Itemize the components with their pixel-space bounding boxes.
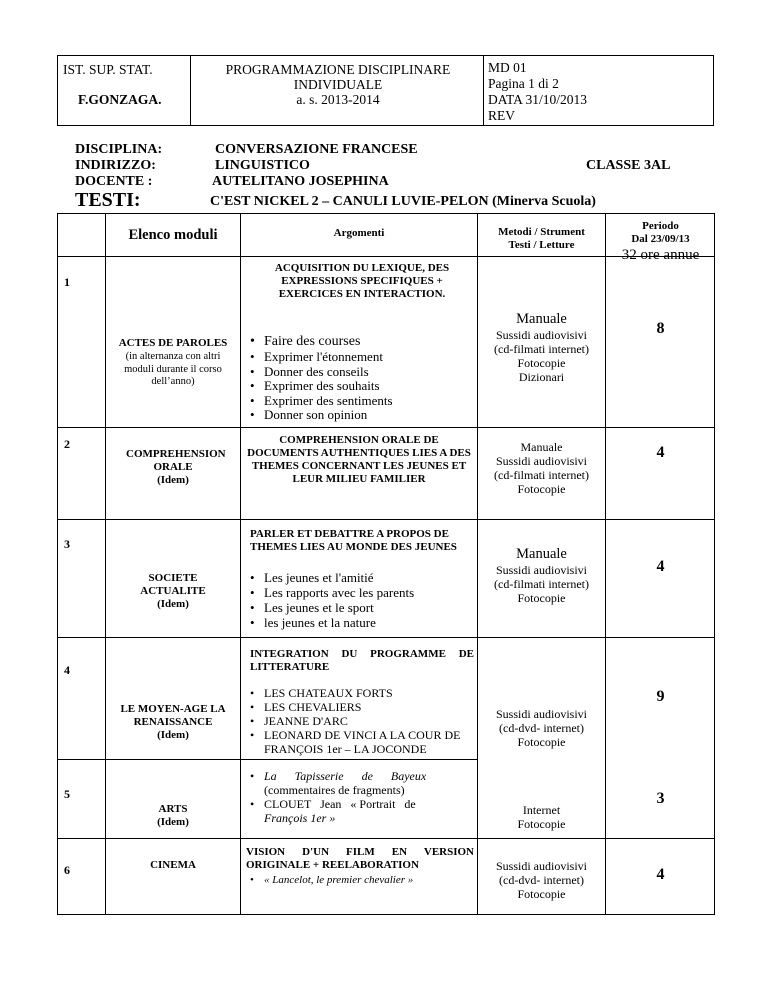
row-6-bullet: • « Lancelot, le premier chevalier » xyxy=(250,874,414,886)
row-1-number: 1 xyxy=(64,275,70,289)
method-item: Fotocopie xyxy=(517,817,566,831)
row-3-methods-main: Manuale xyxy=(516,546,567,562)
row-4-arg-title: INTEGRATION DU PROGRAMME DE LITTERATURE xyxy=(250,648,474,673)
col-header-periodo-line2: Dal 23/09/13 xyxy=(631,233,690,245)
testi-value: C'EST NICKEL 2 – CANULI LUVIE-PELON (Minerva Scuola) xyxy=(210,194,596,209)
row-4-hours: 9 xyxy=(656,688,665,705)
row-3-module-name: SOCIETE ACTUALITE xyxy=(140,572,206,597)
school-name-line1: IST. SUP. STAT. xyxy=(63,62,153,77)
row-1-module-note: (in alternanza con altri moduli durante il corso dell’anno) xyxy=(124,351,222,387)
row-4-module xyxy=(106,703,240,742)
school-year: a. s. 2013-2014 xyxy=(296,92,380,107)
row-6-number: 6 xyxy=(64,863,70,877)
row-2-arg-title: COMPREHENSION ORALE DE DOCUMENTS AUTHENTIQUES LIES A DES THEMES CONCERNANT LES JEUNES ET LEUR MILIEU FAMILIER xyxy=(247,434,471,485)
col-header-metodi-line1: Metodi / Strument xyxy=(498,226,585,238)
list-item: • Exprimer l'étonnement xyxy=(246,350,476,365)
method-item: Sussidi audiovisivi xyxy=(495,707,587,721)
row-4-module-name: LE MOYEN-AGE LA RENAISSANCE xyxy=(120,703,226,728)
row-2-methods xyxy=(478,440,605,496)
row-3-hours: 4 xyxy=(656,558,665,575)
row-2-module-note: (Idem) xyxy=(157,474,189,486)
row-1-module-name: ACTES DE PAROLES xyxy=(118,337,228,349)
col-header-periodo-line3: 32 ore annue xyxy=(621,247,700,263)
method-item: Fotocopie xyxy=(517,887,566,901)
row-5-module-name: ARTS xyxy=(158,803,188,815)
school-name-line2: F.GONZAGA. xyxy=(78,92,162,107)
bullet-line: (commentaires de fragments) xyxy=(264,783,405,797)
method-item: Fotocopie xyxy=(517,735,566,749)
method-item: Fotocopie xyxy=(517,482,566,496)
list-item: • LES CHEVALIERS xyxy=(246,700,476,714)
method-item: Sussidi audiovisivi xyxy=(495,328,587,342)
col-header-periodo xyxy=(606,220,715,264)
header-box-program xyxy=(190,55,484,126)
testi-label: TESTI: xyxy=(75,189,141,211)
docente-value: AUTELITANO JOSEPHINA xyxy=(212,174,389,189)
row-2-number: 2 xyxy=(64,437,70,451)
row-6-hours: 4 xyxy=(656,866,665,883)
method-item: Sussidi audiovisivi xyxy=(495,563,587,577)
list-item: • Exprimer des souhaits xyxy=(246,379,476,394)
list-item: • LES CHATEAUX FORTS xyxy=(246,686,476,700)
row-5-hours: 3 xyxy=(656,790,665,807)
row-4-bullets xyxy=(246,686,476,756)
docente-label: DOCENTE : xyxy=(75,174,153,189)
list-item: • Les jeunes et le sport xyxy=(246,600,476,615)
row-5-module-note: (Idem) xyxy=(157,816,189,828)
program-title-line2: INDIVIDUALE xyxy=(293,77,383,92)
doc-page: Pagina 1 di 2 xyxy=(488,76,559,91)
doc-code: MD 01 xyxy=(488,60,527,75)
col-header-metodi xyxy=(478,226,605,252)
col-header-argomenti: Argomenti xyxy=(333,227,385,239)
disciplina-label: DISCIPLINA: xyxy=(75,142,163,157)
list-item: • les jeunes et la nature xyxy=(246,615,476,630)
list-item: • La Tapisserie de Bayeux (commentaires de fragments) xyxy=(246,769,476,797)
method-item: (cd-dvd- internet) xyxy=(499,873,584,887)
row-5-methods xyxy=(478,803,605,831)
list-item: • Les jeunes et l'amitié xyxy=(246,570,476,585)
method-item: Fotocopie xyxy=(517,591,566,605)
list-item: • Les rapports avec les parents xyxy=(246,585,476,600)
row-4-number: 4 xyxy=(64,663,70,677)
bullet-line: La Tapisserie de Bayeux xyxy=(264,769,427,783)
disciplina-value: CONVERSAZIONE FRANCESE xyxy=(215,142,418,157)
row-3-module xyxy=(106,572,240,611)
row-5-number: 5 xyxy=(64,787,70,801)
program-title-line1: PROGRAMMAZIONE DISCIPLINARE xyxy=(225,62,451,77)
method-item: (cd-filmati internet) xyxy=(494,468,589,482)
bullet-line: François 1er » xyxy=(264,811,336,825)
row-1-methods xyxy=(478,311,605,384)
row-6-arg-title: VISION D'UN FILM EN VERSION ORIGINALE + REELABORATION xyxy=(246,846,474,871)
row-3-arg-title: PARLER ET DEBATTRE A PROPOS DE THEMES LIES AU MONDE DES JEUNES xyxy=(250,528,457,553)
col-header-periodo-line1: Periodo xyxy=(642,220,679,232)
doc-date: DATA 31/10/2013 xyxy=(488,92,588,107)
col-header-metodi-line2: Testi / Letture xyxy=(508,239,575,251)
list-item: • Faire des courses xyxy=(246,334,476,350)
indirizzo-value: LINGUISTICO xyxy=(215,158,310,173)
header-box-school xyxy=(57,55,191,126)
row-1-module xyxy=(106,337,240,389)
bullet-line: CLOUET Jean « Portrait de xyxy=(264,797,416,811)
method-item: (cd-filmati internet) xyxy=(494,577,589,591)
row-2-module xyxy=(106,448,240,487)
row-1-hours: 8 xyxy=(656,320,665,337)
row-3-number: 3 xyxy=(64,537,70,551)
method-item: Dizionari xyxy=(518,370,565,384)
method-item: Sussidi audiovisivi xyxy=(495,454,587,468)
list-item: • Exprimer des sentiments xyxy=(246,394,476,409)
list-item: • LEONARD DE VINCI A LA COUR DE FRANÇOIS 1er – LA JOCONDE xyxy=(246,728,476,756)
row-1-arg-title: ACQUISITION DU LEXIQUE, DES EXPRESSIONS SPECIFIQUES + EXERCICES EN INTERACTION. xyxy=(274,262,450,300)
indirizzo-label: INDIRIZZO: xyxy=(75,158,156,173)
header-box-doc xyxy=(483,55,714,126)
bullet-text: « Lancelot, le premier chevalier » xyxy=(264,874,414,886)
row-5-bullets xyxy=(246,769,476,825)
row-2-hours: 4 xyxy=(656,444,665,461)
row-6-module-name: CINEMA xyxy=(150,859,196,871)
row-3-methods xyxy=(478,546,605,605)
row-1-methods-main: Manuale xyxy=(516,311,567,327)
row-3-module-note: (Idem) xyxy=(157,598,189,610)
row-4-methods xyxy=(478,707,605,749)
method-item: Manuale xyxy=(520,440,563,454)
classe-value: CLASSE 3AL xyxy=(586,158,671,173)
row-6-methods xyxy=(478,859,605,901)
doc-rev: REV xyxy=(488,108,515,123)
list-item: • Donner des conseils xyxy=(246,365,476,380)
row-1-bullets xyxy=(246,334,476,423)
method-item: (cd-dvd- internet) xyxy=(499,721,584,735)
list-item: • CLOUET Jean « Portrait de François 1er » xyxy=(246,797,476,825)
method-item: Fotocopie xyxy=(517,356,566,370)
row-4-module-note: (Idem) xyxy=(157,729,189,741)
method-item: (cd-filmati internet) xyxy=(494,342,589,356)
list-item: • JEANNE D'ARC xyxy=(246,714,476,728)
col-header-moduli: Elenco moduli xyxy=(128,227,218,243)
row-3-bullets xyxy=(246,570,476,630)
method-item: Sussidi audiovisivi xyxy=(495,859,587,873)
row-2-module-name: COMPREHENSION ORALE xyxy=(126,448,226,473)
list-item: • Donner son opinion xyxy=(246,408,476,423)
method-item: Internet xyxy=(522,803,561,817)
row-5-module xyxy=(106,803,240,829)
